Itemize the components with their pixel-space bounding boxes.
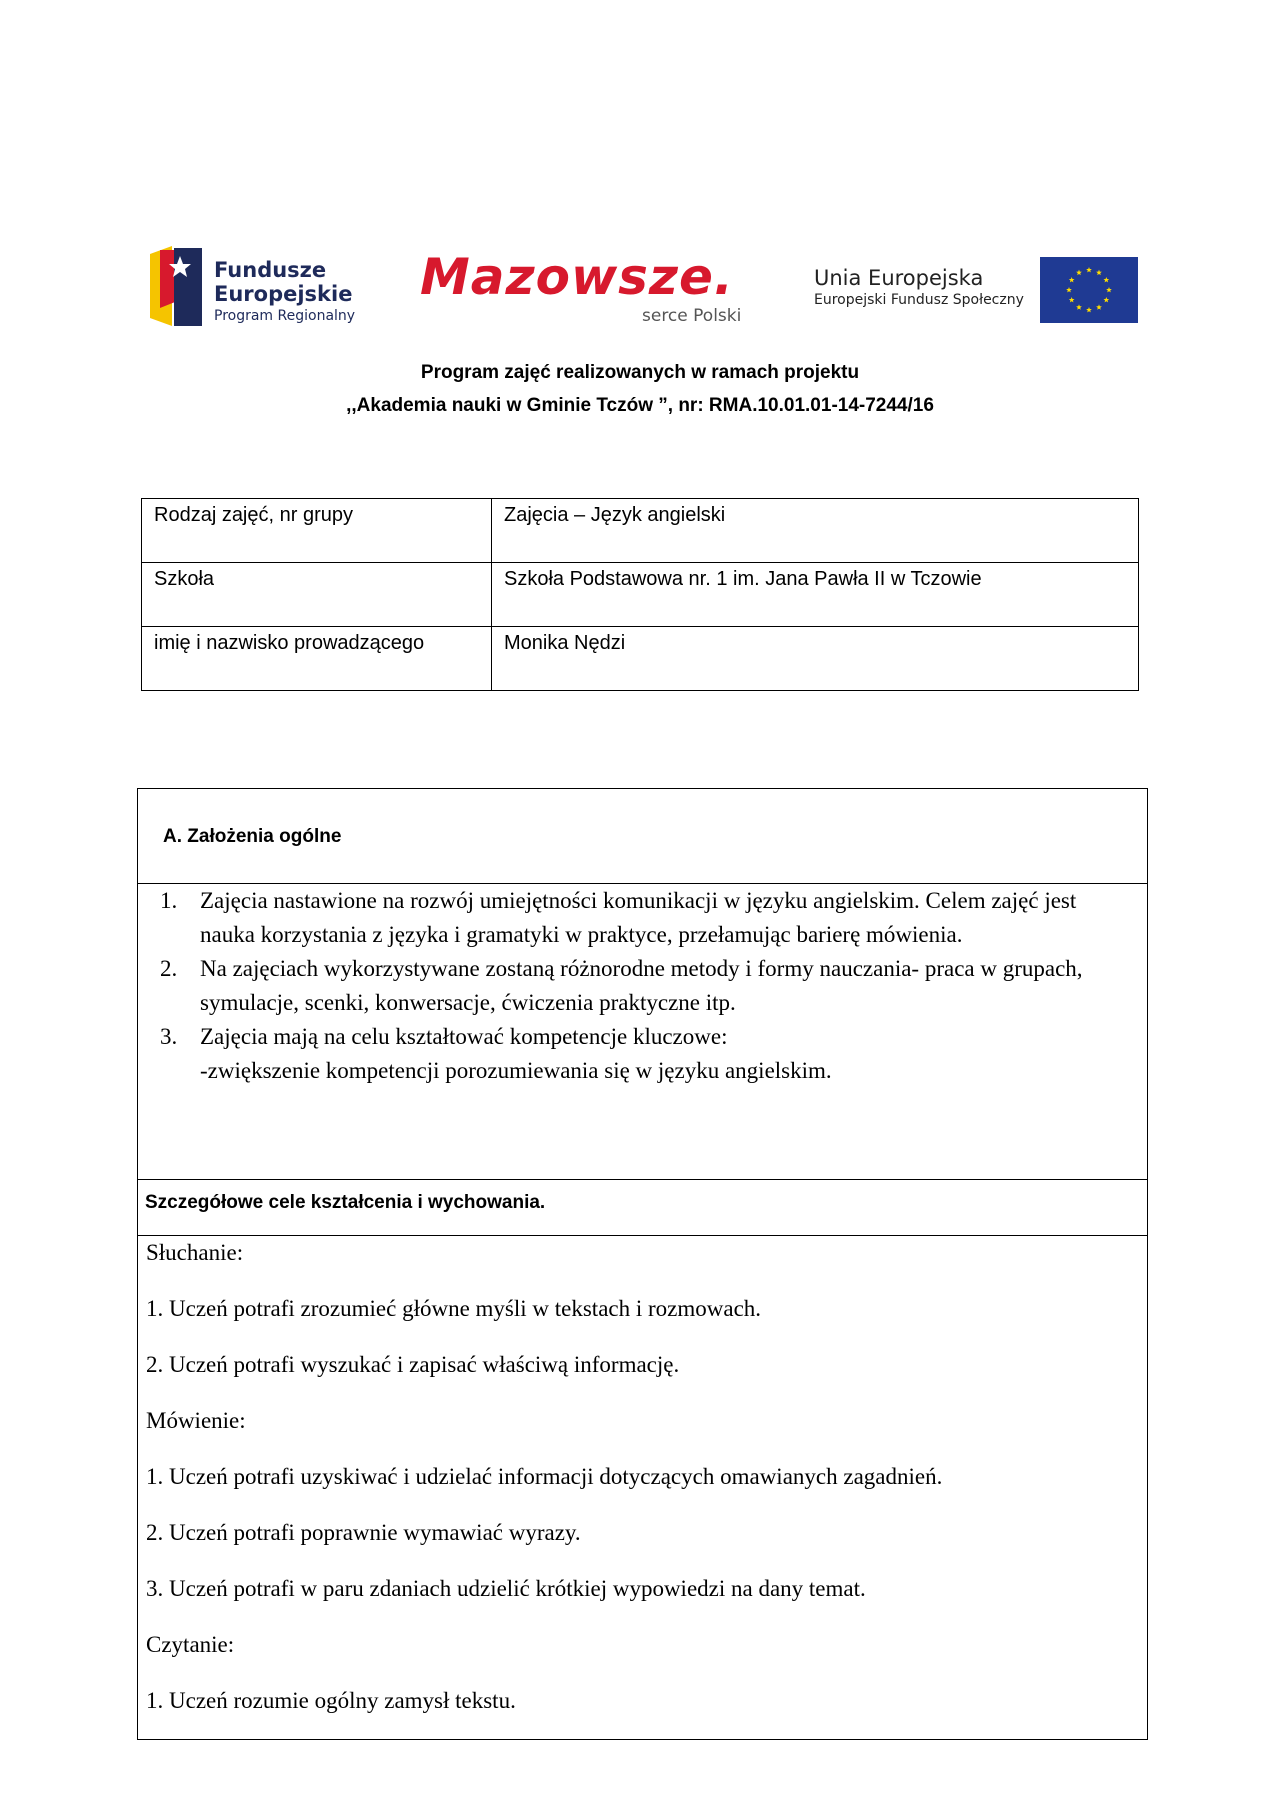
mazowsze-wordmark-icon [418, 244, 758, 308]
section-b-line: Słuchanie: [146, 1240, 244, 1265]
section-b-line: 2. Uczeń potrafi poprawnie wymawiać wyrazy. [146, 1520, 581, 1545]
section-b-header [138, 1180, 1147, 1236]
fundusze-europejskie-logo [150, 246, 370, 326]
title-line2: ,,Akademia nauki w Gminie Tczów ”, nr: RMA.10.01.01-14-7244/16 [346, 395, 934, 416]
table-cell-label: imię i nazwisko prowadzącego [142, 627, 492, 691]
list-item [160, 884, 1110, 952]
list-item-text: Zajęcia mają na celu kształtować kompetencje kluczowe: [200, 1024, 728, 1049]
section-a-title: A. Założenia ogólne [163, 826, 342, 847]
fundusze-line3: Program Regionalny [214, 308, 356, 324]
list-item-number: 3. [160, 1024, 178, 1049]
list-item-text: Na zajęciach wykorzystywane zostaną różnorodne metody i formy nauczania- praca w grupach, symulacje, scenki, konwersacje, ćwiczenia praktyczne itp. [200, 956, 1083, 1015]
section-a-body [138, 884, 1147, 1180]
section-b-line: 2. Uczeń potrafi wyszukać i zapisać właściwą informację. [146, 1352, 680, 1377]
list-item [160, 1020, 1110, 1054]
mazowsze-wordmark: Mazowsze. [420, 248, 734, 306]
table-cell-value: Szkoła Podstawowa nr. 1 im. Jana Pawła II w Tczowie [492, 563, 1139, 627]
fundusze-line2: Europejskie [214, 282, 353, 306]
title-line1: Program zajęć realizowanych w ramach projektu [420, 362, 860, 383]
fundusze-europejskie-text [214, 258, 355, 326]
ue-line2: Europejski Fundusz Społeczny [814, 292, 1024, 308]
mazowsze-subtitle: serce Polski [642, 306, 742, 326]
section-b-body [146, 1236, 1136, 1740]
section-a-list [160, 884, 1110, 1088]
list-item [160, 952, 1110, 1020]
section-b-line: 1. Uczeń potrafi uzyskiwać i udzielać informacji dotyczących omawianych zagadnień. [146, 1464, 943, 1489]
table-cell-value: Zajęcia – Język angielski [492, 499, 1139, 563]
table-row [142, 563, 1139, 627]
table-row [142, 627, 1139, 691]
list-item-number: 1. [160, 888, 178, 913]
info-table [141, 498, 1139, 691]
section-a-header [138, 789, 1147, 884]
program-box [137, 788, 1148, 1740]
section-b-title: Szczegółowe cele kształcenia i wychowania. [145, 1192, 546, 1213]
table-row [142, 499, 1139, 563]
list-subitem: -zwiększenie kompetencji porozumiewania się w języku angielskim. [200, 1058, 832, 1083]
section-b-line: Mówienie: [146, 1408, 246, 1433]
list-item-number: 2. [160, 956, 178, 981]
list-item-text: Zajęcia nastawione na rozwój umiejętności komunikacji w języku angielskim. Celem zajęć jest nauka korzystania z języka i gramatyki w praktyce, przełamując barierę mówienia. [200, 888, 1077, 947]
document-title [0, 356, 1280, 422]
table-cell-value: Monika Nędzi [492, 627, 1139, 691]
section-b-line: 1. Uczeń potrafi zrozumieć główne myśli w tekstach i rozmowach. [146, 1296, 762, 1321]
section-b-line: 3. Uczeń potrafi w paru zdaniach udzielić krótkiej wypowiedzi na dany temat. [146, 1576, 866, 1601]
section-b-line: 1. Uczeń rozumie ogólny zamysł tekstu. [146, 1688, 516, 1713]
table-cell-label: Szkoła [142, 563, 492, 627]
fundusze-line1: Fundusze [214, 258, 327, 282]
fundusze-europejskie-emblem-icon [150, 246, 206, 326]
funding-logo-bar [150, 244, 1138, 330]
section-b-line: Czytanie: [146, 1632, 235, 1657]
unia-europejska-text [814, 266, 1024, 310]
eu-flag-icon [1040, 257, 1138, 323]
ue-line1: Unia Europejska [814, 266, 984, 290]
table-cell-label: Rodzaj zajęć, nr grupy [142, 499, 492, 563]
